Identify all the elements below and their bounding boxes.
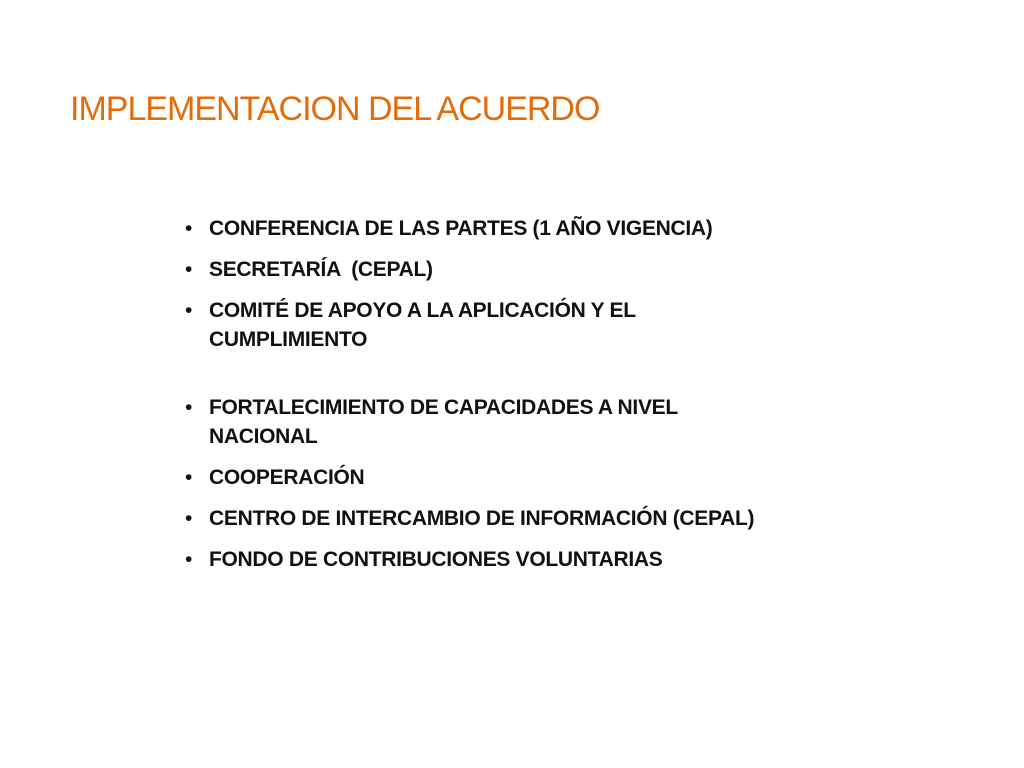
bullet-item-fondo [185,545,865,574]
bullet-item-comite [185,296,729,354]
bullet-icon: • [185,548,193,571]
bullet-text: CONFERENCIA DE LAS PARTES (1 AÑO VIGENCIA) [209,217,713,240]
bullet-text: FONDO DE CONTRIBUCIONES VOLUNTARIAS [209,548,663,571]
bullet-item-centro [185,504,865,533]
bullet-icon: • [185,507,193,530]
bullet-text: CENTRO DE INTERCAMBIO DE INFORMACIÓN (CEPAL) [209,507,755,530]
bullet-icon: • [185,466,193,489]
slide-title: IMPLEMENTACION DEL ACUERDO [70,90,600,128]
bullet-item-conferencia [185,214,865,243]
bullet-icon: • [185,217,193,240]
bullet-text: FORTALECIMIENTO DE CAPACIDADES A NIVEL NACIONAL [209,396,678,448]
bullet-item-cooperacion [185,463,865,492]
bullet-text: SECRETARÍA (CEPAL) [209,258,433,281]
bullet-item-fortalecimiento [185,393,779,451]
bullet-item-secretaria [185,255,865,284]
bullet-text: COOPERACIÓN [209,466,365,489]
bullet-text: COMITÉ DE APOYO A LA APLICACIÓN Y EL CUMPLIMIENTO [209,299,636,351]
bullet-icon: • [185,299,193,322]
bullet-list [185,214,865,586]
bullet-icon: • [185,258,193,281]
bullet-icon: • [185,396,193,419]
